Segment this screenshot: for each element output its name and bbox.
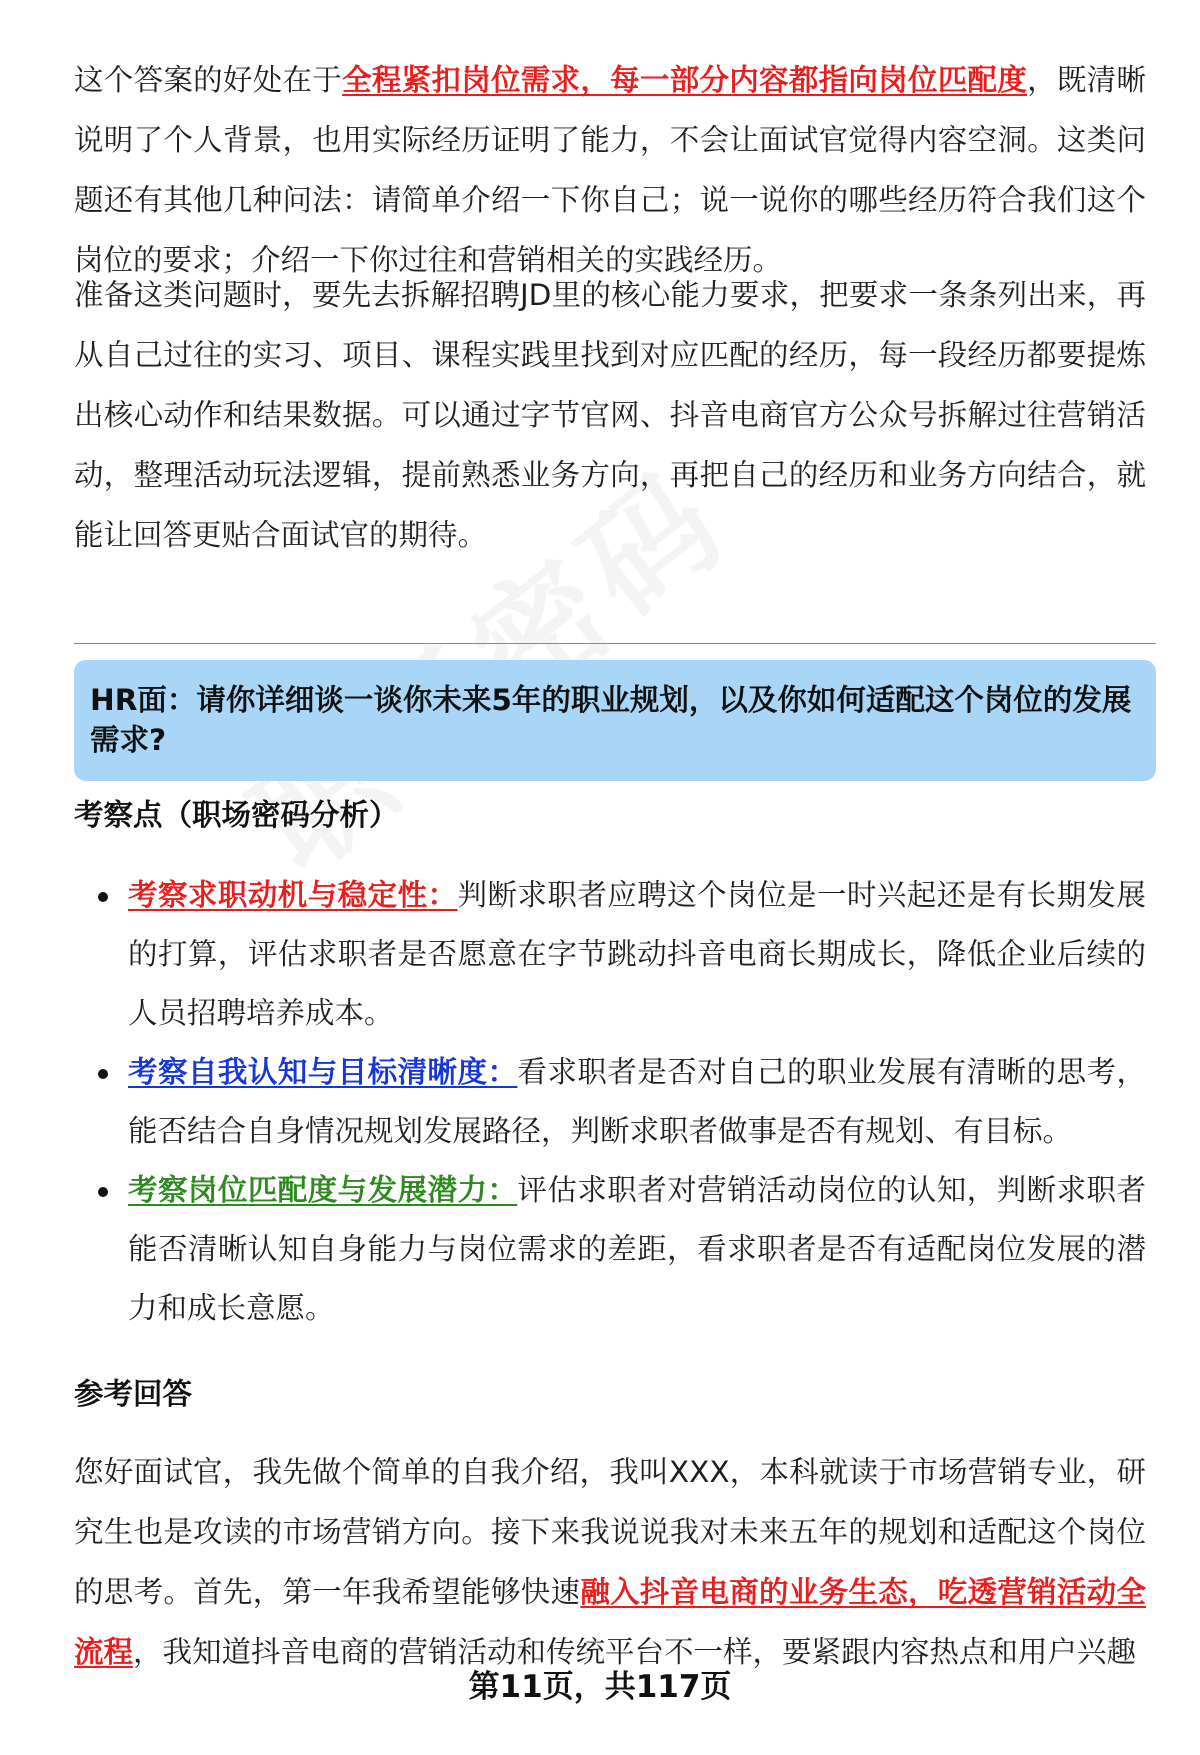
analysis-heading: 考察点（职场密码分析）	[74, 798, 399, 832]
page-number: 第11页，共117页	[468, 1669, 732, 1705]
answer-heading: 参考回答	[74, 1377, 193, 1411]
answer-after: ，我知道抖音电商的营销活动和传统平台不一样，要紧跟内容热点和用户兴趣	[133, 1635, 1137, 1669]
answer-paragraph	[74, 1442, 1146, 1682]
list-item	[74, 866, 1146, 1043]
intro-p1-before: 这个答案的好处在于	[74, 63, 343, 97]
answer-highlight: 融入抖音电商的业务生态，吃透营销活动全流程	[74, 1575, 1146, 1669]
question-text: HR面：请你详细谈一谈你未来5年的职业规划，以及你如何适配这个岗位的发展需求?	[90, 683, 1132, 757]
list-item	[74, 1161, 1146, 1338]
intro-p1-highlight: 全程紧扣岗位需求，每一部分内容都指向岗位匹配度	[342, 63, 1028, 97]
intro-p1-after: ，既清晰说明了个人背景，也用实际经历证明了能力，不会让面试官觉得内容空洞。这类问题还有其他几种问法：请简单介绍一下你自己；说一说你的哪些经历符合我们这个岗位的要求；介绍一下你过往和营销相关的实践经历。	[74, 63, 1146, 277]
list-item	[74, 1043, 1146, 1161]
bullet-icon	[98, 1187, 108, 1197]
analysis-item-label: 考察岗位匹配度与发展潜力：	[128, 1173, 518, 1207]
section-divider	[74, 643, 1156, 644]
answer-before: 您好面试官，我先做个简单的自我介绍，我叫XXX，本科就读于市场营销专业，研究生也是攻读的市场营销方向。接下来我说说我对未来五年的规划和适配这个岗位的思考。首先，第一年我希望能够快速	[74, 1455, 1146, 1609]
bullet-icon	[98, 892, 108, 902]
bullet-icon	[98, 1069, 108, 1079]
analysis-item-text: 评估求职者对营销活动岗位的认知，判断求职者能否清晰认知自身能力与岗位需求的差距，看求职者是否有适配岗位发展的潜力和成长意愿。	[128, 1173, 1146, 1325]
analysis-item-text: 判断求职者应聘这个岗位是一时兴起还是有长期发展的打算，评估求职者是否愿意在字节跳动抖音电商长期成长，降低企业后续的人员招聘培养成本。	[128, 878, 1146, 1030]
intro-paragraph-1	[74, 50, 1146, 290]
analysis-item-label: 考察求职动机与稳定性：	[128, 878, 458, 912]
question-box	[74, 660, 1156, 781]
analysis-item-text: 看求职者是否对自己的职业发展有清晰的思考，能否结合自身情况规划发展路径，判断求职者做事是否有规划、有目标。	[128, 1055, 1146, 1148]
analysis-list	[74, 866, 1146, 1338]
intro-paragraph-2: 准备这类问题时，要先去拆解招聘JD里的核心能力要求，把要求一条条列出来，再从自己过往的实习、项目、课程实践里找到对应匹配的经历，每一段经历都要提炼出核心动作和结果数据。可以通过字节官网、抖音电商官方公众号拆解过往营销活动，整理活动玩法逻辑，提前熟悉业务方向，再把自己的经历和业务方向结合，就能让回答更贴合面试官的期待。	[74, 278, 1146, 552]
analysis-item-label: 考察自我认知与目标清晰度：	[128, 1055, 518, 1089]
